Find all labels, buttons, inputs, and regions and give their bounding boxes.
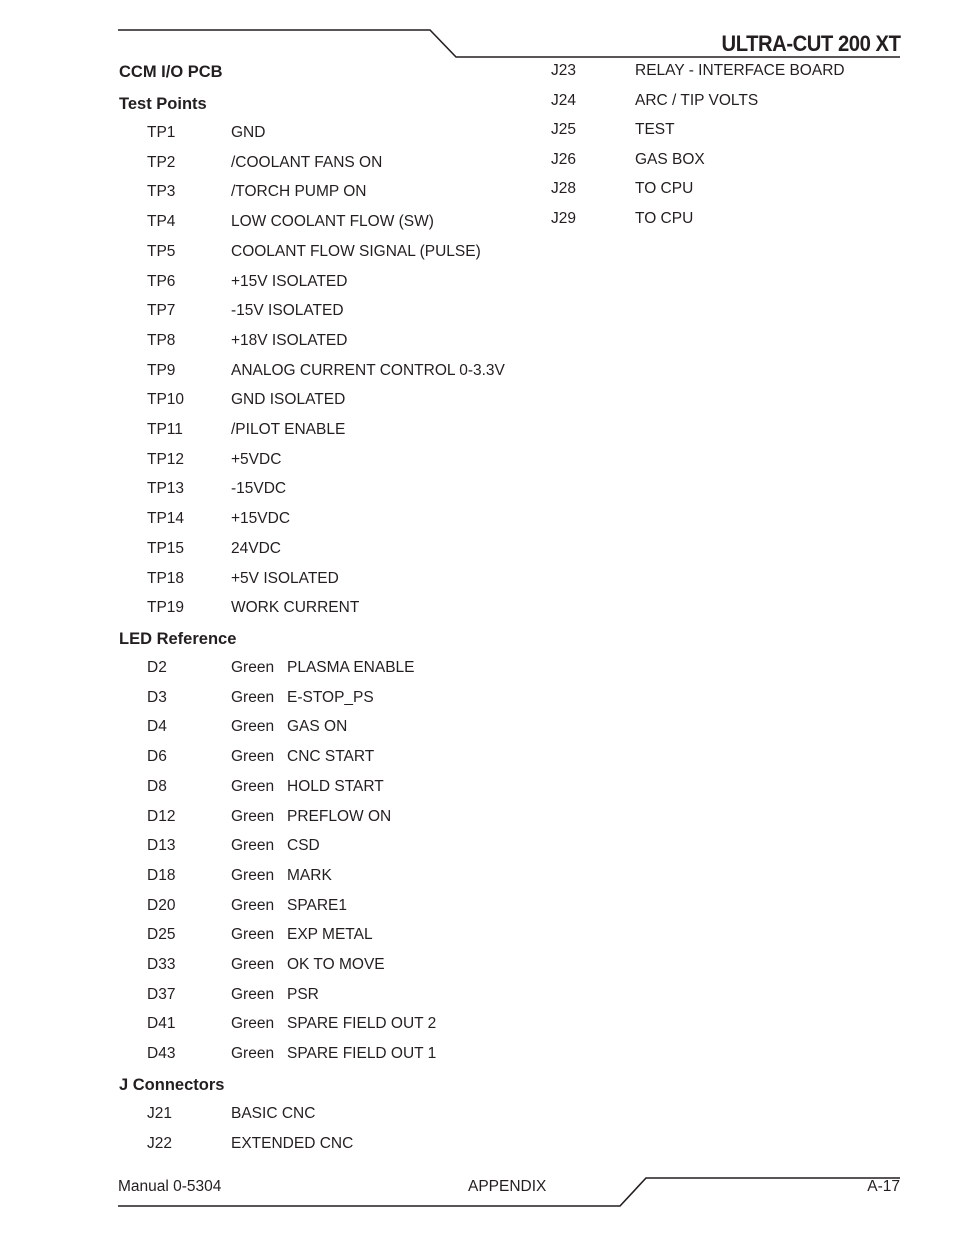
led-function: HOLD START — [287, 777, 384, 795]
connector-id: J24 — [551, 91, 576, 109]
connector-description: TO CPU — [635, 210, 694, 227]
footer-page-number: A-17 — [867, 1178, 900, 1195]
led-color: Green — [231, 718, 275, 736]
connector-id: J26 — [551, 150, 576, 168]
test-point-id: TP5 — [147, 242, 176, 260]
led-color: Green — [231, 926, 275, 944]
led-color: Green — [231, 837, 275, 855]
led-color: Green — [231, 1015, 275, 1033]
test-point-id: TP14 — [147, 510, 185, 528]
led-function: MARK — [287, 866, 332, 884]
led-color: Green — [231, 866, 275, 884]
test-point-id: TP7 — [147, 302, 176, 320]
led-function: CNC START — [287, 748, 375, 766]
test-point-description: -15VDC — [231, 480, 287, 498]
led-id: D41 — [147, 1015, 176, 1033]
connector-id: J25 — [551, 121, 576, 139]
led-color: Green — [231, 807, 275, 825]
led-function: OK TO MOVE — [287, 956, 385, 973]
test-point-id: TP19 — [147, 599, 185, 617]
test-point-id: TP4 — [147, 213, 176, 231]
test-point-id: TP6 — [147, 272, 176, 290]
test-point-id: TP11 — [147, 421, 183, 438]
test-point-description: GND ISOLATED — [231, 391, 346, 409]
led-function: SPARE1 — [287, 896, 348, 914]
test-point-id: TP8 — [147, 331, 176, 349]
led-id: D33 — [147, 956, 176, 973]
led-color: Green — [231, 985, 275, 1003]
test-point-id: TP1 — [147, 124, 176, 141]
connector-id: J23 — [551, 62, 576, 79]
test-point-description: +15V ISOLATED — [231, 272, 348, 290]
led-color: Green — [231, 777, 275, 795]
led-color: Green — [231, 1045, 275, 1063]
footer-section-name: APPENDIX — [468, 1178, 547, 1195]
led-function: SPARE FIELD OUT 2 — [287, 1015, 437, 1033]
connector-description: TO CPU — [635, 180, 694, 198]
test-point-description: /PILOT ENABLE — [231, 421, 346, 438]
led-id: D8 — [147, 777, 167, 795]
led-reference-heading: LED Reference — [119, 630, 237, 648]
led-id: D12 — [147, 807, 176, 825]
led-function: PREFLOW ON — [287, 807, 392, 825]
led-id: D20 — [147, 896, 176, 914]
test-point-description: +5VDC — [231, 450, 282, 468]
test-point-description: /COOLANT FANS ON — [231, 153, 383, 171]
connector-id: J28 — [551, 180, 576, 198]
led-id: D18 — [147, 866, 176, 884]
test-point-description: WORK CURRENT — [231, 599, 360, 617]
test-point-id: TP9 — [147, 361, 176, 379]
test-point-description: +5V ISOLATED — [231, 569, 339, 587]
document-title: ULTRA-CUT 200 XT — [721, 31, 900, 56]
test-point-description: GND — [231, 124, 266, 141]
test-point-id: TP15 — [147, 539, 185, 557]
led-id: D2 — [147, 659, 167, 676]
footer-manual-number: Manual 0-5304 — [118, 1178, 222, 1195]
test-point-id: TP13 — [147, 480, 185, 498]
j-connectors-heading: J Connectors — [119, 1076, 225, 1094]
test-point-id: TP2 — [147, 153, 176, 171]
led-color: Green — [231, 688, 275, 706]
connector-description: RELAY - INTERFACE BOARD — [635, 62, 845, 79]
led-id: D13 — [147, 837, 176, 855]
led-function: PLASMA ENABLE — [287, 659, 415, 676]
connector-id: J22 — [147, 1134, 172, 1152]
test-point-description: COOLANT FLOW SIGNAL (PULSE) — [231, 242, 481, 260]
led-id: D25 — [147, 926, 176, 944]
test-point-description: LOW COOLANT FLOW (SW) — [231, 213, 434, 231]
led-id: D37 — [147, 985, 176, 1003]
test-point-id: TP18 — [147, 569, 185, 587]
connector-description: GAS BOX — [635, 150, 705, 168]
led-function: GAS ON — [287, 718, 348, 736]
led-id: D6 — [147, 748, 167, 766]
test-point-id: TP10 — [147, 391, 185, 409]
led-id: D3 — [147, 688, 167, 706]
led-id: D4 — [147, 718, 167, 736]
led-color: Green — [231, 659, 275, 676]
led-color: Green — [231, 896, 275, 914]
test-points-heading: Test Points — [119, 95, 207, 113]
led-function: CSD — [287, 837, 320, 855]
test-point-id: TP12 — [147, 450, 185, 468]
connector-id: J21 — [147, 1105, 172, 1122]
test-point-description: ANALOG CURRENT CONTROL 0-3.3V — [231, 361, 505, 379]
test-point-id: TP3 — [147, 183, 176, 201]
led-function: EXP METAL — [287, 926, 373, 944]
connector-description: EXTENDED CNC — [231, 1134, 354, 1152]
led-function: PSR — [287, 985, 319, 1003]
connector-description: BASIC CNC — [231, 1105, 316, 1122]
connector-id: J29 — [551, 210, 576, 227]
connector-description: ARC / TIP VOLTS — [635, 91, 759, 109]
test-point-description: +18V ISOLATED — [231, 331, 348, 349]
led-id: D43 — [147, 1045, 176, 1063]
connector-description: TEST — [635, 121, 675, 139]
test-point-description: +15VDC — [231, 510, 291, 528]
led-color: Green — [231, 748, 275, 766]
test-point-description: -15V ISOLATED — [231, 302, 344, 320]
test-point-description: /TORCH PUMP ON — [231, 183, 367, 201]
section-title: CCM I/O PCB — [119, 63, 223, 81]
led-function: E-STOP_PS — [287, 688, 374, 706]
led-function: SPARE FIELD OUT 1 — [287, 1045, 437, 1063]
led-color: Green — [231, 956, 275, 973]
test-point-description: 24VDC — [231, 539, 281, 557]
